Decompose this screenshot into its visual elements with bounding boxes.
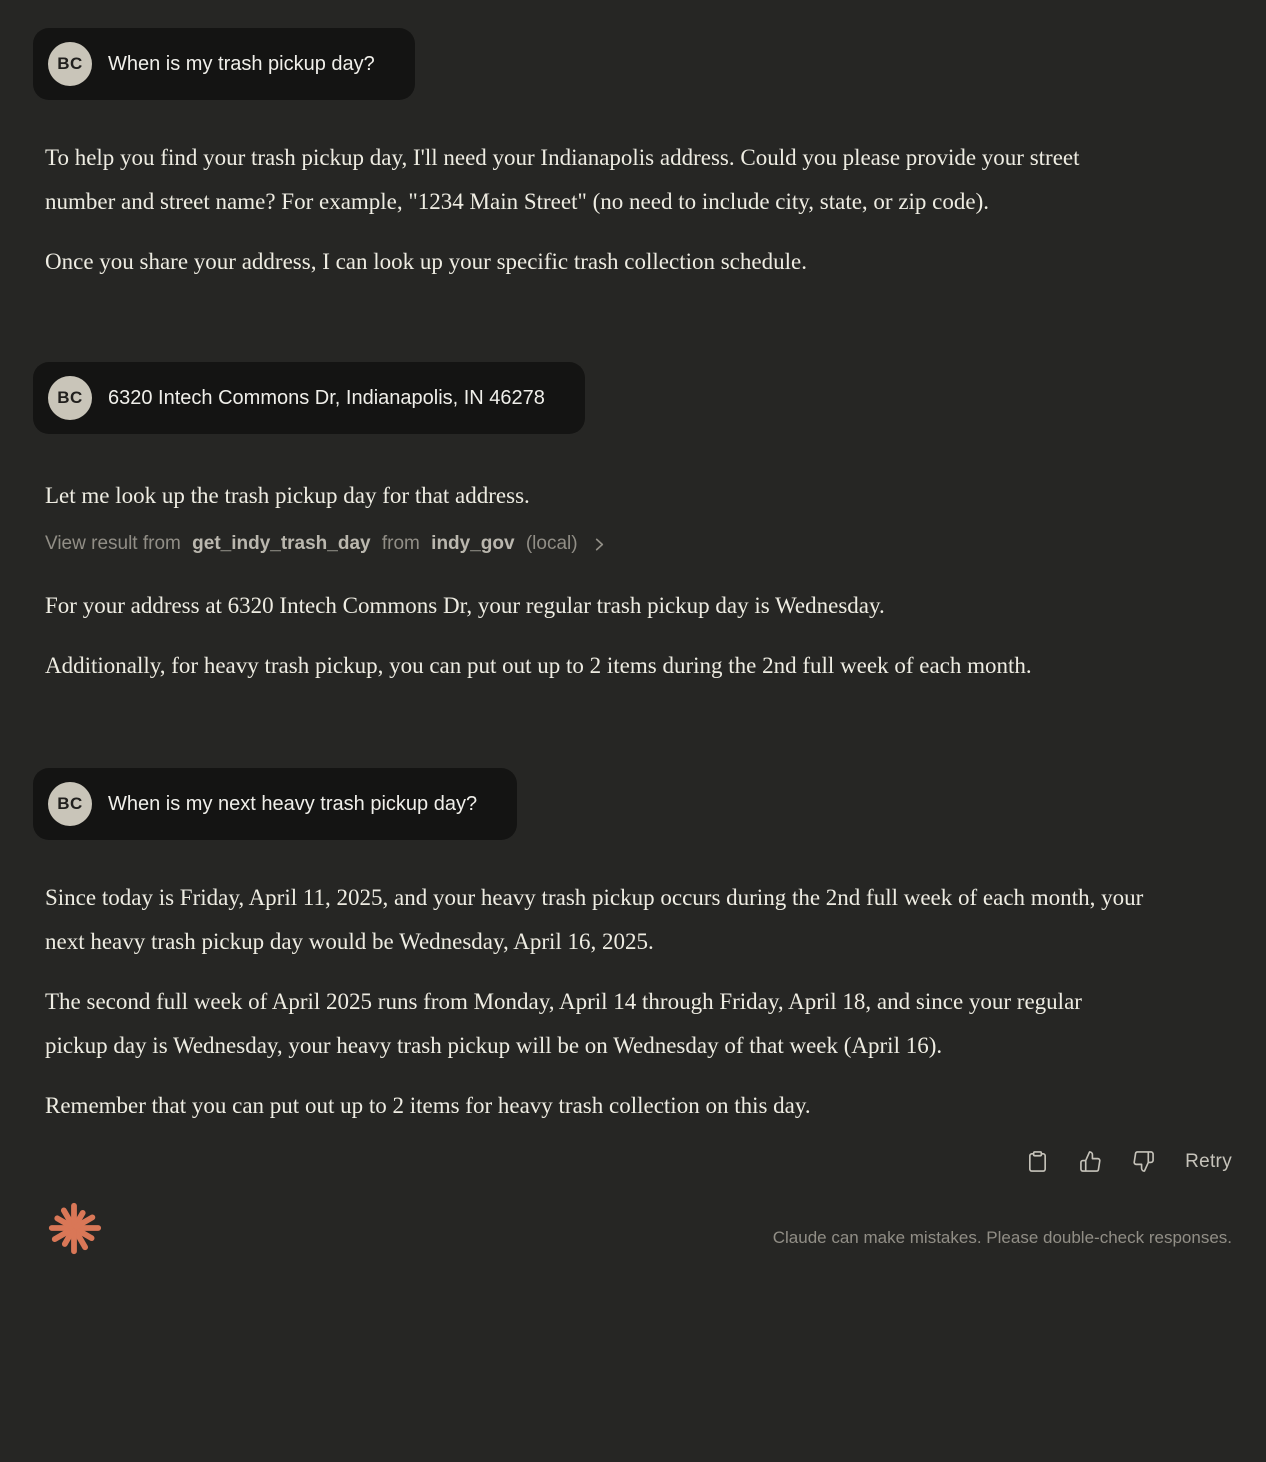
- tool-server-name: indy_gov: [431, 533, 515, 554]
- assistant-paragraph: Once you share your address, I can look up your specific trash collection schedule.: [45, 249, 807, 274]
- chevron-right-icon: [592, 537, 607, 552]
- assistant-message: [45, 136, 1232, 284]
- tool-result-prefix: View result from: [45, 533, 187, 554]
- assistant-message: [45, 876, 1232, 1128]
- user-message-bubble: [33, 28, 415, 100]
- user-message-bubble: [33, 362, 585, 434]
- thumbs-up-icon: [1079, 1150, 1102, 1173]
- assistant-paragraph: For your address at 6320 Intech Commons Dr, your regular trash pickup day is Wednesday.: [45, 593, 885, 618]
- user-avatar: BC: [48, 782, 92, 826]
- thumbs-down-icon: [1132, 1150, 1155, 1173]
- retry-button[interactable]: Retry: [1185, 1150, 1232, 1172]
- user-message-bubble: [33, 768, 517, 840]
- assistant-message: [45, 584, 1232, 688]
- tool-result-middle: from: [376, 533, 426, 554]
- thumbs-up-button[interactable]: [1079, 1150, 1102, 1173]
- copy-button[interactable]: [1026, 1150, 1049, 1173]
- message-action-row: [33, 1150, 1232, 1173]
- claude-starburst-icon: [45, 1199, 103, 1257]
- user-avatar: BC: [48, 376, 92, 420]
- tool-result-suffix: (local): [520, 533, 578, 554]
- user-message-text: 6320 Intech Commons Dr, Indianapolis, IN 46278: [108, 386, 545, 409]
- assistant-paragraph: Additionally, for heavy trash pickup, you can put out up to 2 items during the 2nd full week of each month.: [45, 653, 1032, 678]
- assistant-paragraph: Remember that you can put out up to 2 items for heavy trash collection on this day.: [45, 1093, 811, 1118]
- assistant-paragraph: Let me look up the trash pickup day for that address.: [45, 483, 530, 508]
- thumbs-down-button[interactable]: [1132, 1150, 1155, 1173]
- assistant-paragraph: To help you find your trash pickup day, I'll need your Indianapolis address. Could you please provide your street number and street name? For example, "1234 Main Street" (no need to include city, state, or zip code).: [45, 145, 1080, 214]
- assistant-paragraph: The second full week of April 2025 runs from Monday, April 14 through Friday, April 18, and since your regular pickup day is Wednesday, your heavy trash pickup will be on Wednesday of that week (April 16).: [45, 989, 1082, 1058]
- clipboard-icon: [1026, 1150, 1049, 1173]
- assistant-message: [45, 474, 1232, 518]
- disclaimer-text: Claude can make mistakes. Please double-check responses.: [772, 1228, 1232, 1247]
- user-avatar: BC: [48, 42, 92, 86]
- assistant-paragraph: Since today is Friday, April 11, 2025, and your heavy trash pickup occurs during the 2nd full week of each month, your next heavy trash pickup day would be Wednesday, April 16, 2025.: [45, 885, 1144, 954]
- user-message-text: When is my trash pickup day?: [108, 52, 375, 75]
- tool-result-link[interactable]: [45, 532, 1232, 556]
- footer: [33, 1199, 1232, 1257]
- user-message-text: When is my next heavy trash pickup day?: [108, 792, 478, 815]
- tool-name: get_indy_trash_day: [192, 533, 371, 554]
